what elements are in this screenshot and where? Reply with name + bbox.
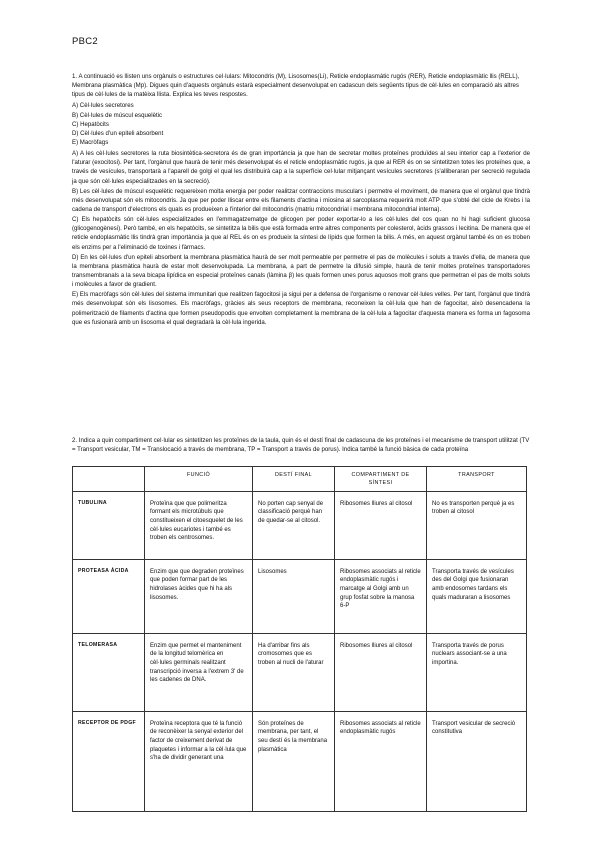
option-item: E) Macròfags	[72, 138, 109, 146]
header-transport: TRANSPORT	[427, 467, 527, 492]
answer-paragraph: E) Els macròfags són cèl·lules del sistema immunitari que realitzen fagocitosi ja sigui per a defensa de l'organisme o renovar cèl·lules velles. Per tant, l'orgànul que tindrà més desenvolupat són els lisosomes. Els macròfags, gràcies als seus receptors de membrana, reconeixen la cèl·lula que han de fagocitar, això desencadena la polimerització de filaments d'actina que formen pseudopodis que envolten completament la membrana de la cèl·lula a fagocitar d'aquesta manera es forma un fagosoma que es fusionarà amb un lisosoma el qual degradarà la cèl·lula ingerida.	[72, 291, 530, 326]
cell-desti: No porten cap senyal de classificació perquè han de quedar-se al citosol.	[253, 491, 335, 559]
question-1	[72, 72, 530, 328]
cell-transport: Transport vesicular de secreció constitutiva	[427, 711, 527, 811]
table-row	[73, 559, 527, 633]
question-1-answers	[72, 149, 530, 327]
cell-funcio: Enzim que que degraden proteïnes que poden formar part de les hidrolases àcides que hi ha als lisosomes.	[145, 559, 253, 633]
row-protein-name: PROTEASA ÀCIDA	[73, 559, 145, 633]
cell-sintesi: Ribosomes lliures al citosol	[335, 633, 427, 711]
question-1-intro: 1. A continuació es llisten uns orgànuls o estructures cel·lulars: Mitocondris (M), Lisosomes(Li), Reticle endoplasmàtic rugós (RER), Reticle endoplasmàtic llis (RELL), Membrana plasmàtica (Mp). Digues quin d'aquests orgànuls estarà especialment desenvolupat en cadascun dels següents tipus de cèl·lules en comparació als altres tipus de cèl·lules de la matèixa llista. Explica les teves respostes.	[72, 73, 520, 99]
header-sintesi: COMPARTIMENT DE SÍNTESI	[335, 467, 427, 492]
cell-transport: No es transporten perquè ja es troben al citosol	[427, 491, 527, 559]
cell-funcio: Proteïna que que polimeritza formant els microtúbuls que constitueixen el citoesquelet de les cèl·lules eucariotes i també es troben els centrosomes.	[145, 491, 253, 559]
answer-paragraph: A) A les cèl·lules secretores la ruta biosintètica-secretora és de gran importància ja que han de secretar moltes proteïnes produïdes al seu interior cap a l'exterior de l'aturar (exocitosi). Per tant, l'orgànul que haurà de tenir més desenvolupat és el reticle endoplasmàtic rugós, ja que al RER és on se sintetitzen totes les proteïnes que, a través de vesícules, transportarà a l'aparell de golgi el qual les distribuirà cap a la superfície cel·lular mitjançant vesícules secretores (s'alliberaran per secreció regulada ja que són cèl·lules especialitzades en la secreció).	[72, 150, 530, 185]
cell-transport: Transporta través de vesícules des del Golgi que fusionaran amb endosomes tardans els quals maduraran a lisosomes	[427, 559, 527, 633]
table-row	[73, 491, 527, 559]
cell-sintesi: Ribosomes associats al reticle endoplasmàtic rugós	[335, 711, 427, 811]
question-2	[72, 436, 530, 454]
question-2-intro: 2. Indica a quin compartiment cel·lular es sintetitzen les proteïnes de la taula, quin és el destí final de cadascuna de les proteïnes i el mecanisme de transport utilitzat (TV = Transport vesicular, TM = Translocació a través de membrana, TP = Transport a través de porus). Indica també la funció bàsica de cada proteïna	[72, 437, 530, 454]
row-protein-name: TELOMERASA	[73, 633, 145, 711]
row-protein-name: RECEPTOR DE PDGF	[73, 711, 145, 811]
answer-paragraph: C) Els hepatòcits són cèl·lules especialitzades en l'emmagatzematge de glicogen per poder exportar-lo a les cèl·lules del cos quan no hi hagi suficient glucosa (glicogenogènesi). Però també, en els hepatòcits, se sintetitza la bilis que està formada entre altres components per colesterol, àcids grassos i lecitina. De manera que el reticle endoplasmàtic llis tindrà gran importància ja que al REL és on es produeix la síntesi de lípids que formen la bilis. A més, en aquest orgànul també és on es troben els enzims per a l'eliminació de toxines i fàrmacs.	[72, 216, 530, 251]
cell-transport: Transporta través de porus nuclears associant-se a una importina.	[427, 633, 527, 711]
cell-desti: Lisosomes	[253, 559, 335, 633]
table-header-row	[73, 467, 527, 492]
table-row	[73, 711, 527, 811]
cell-desti: Ha d'arribar fins als cromosomes que es troben al nucli de l'aturar	[253, 633, 335, 711]
protein-table	[72, 466, 527, 812]
answer-paragraph: D) En les cèl·lules d'un epiteli absorbent la membrana plasmàtica haurà de ser molt permeable per permetre el pas de molècules i soluts a través d'ella, de manera que la membrana plasmàtica haurà de estar molt desenvolupada. La membrana, a part de permetre la difusió simple, haurà de tenir moltes proteïnes transportadores transmembranals a la seva bicapa lipídica en especial proteïnes canals (làmina β) les quals formen unes porus aquosos molt grans que permetran el pas de molts soluts i molècules a favor de gradient.	[72, 253, 530, 289]
option-item: C) Hepatòcits	[72, 120, 109, 128]
question-1-options	[72, 101, 530, 147]
table-row	[73, 633, 527, 711]
option-item: D) Cèl·lules d'un epiteli absorbent	[72, 129, 164, 137]
header-funcio: FUNCIÓ	[145, 467, 253, 492]
cell-sintesi: Ribosomes associats al reticle endoplasmàtic rugós i marcatge al Golgi amb un grup fosfat sobre la manosa 6-P	[335, 559, 427, 633]
option-item: B) Cèl·lules de múscul esquelètic	[72, 111, 163, 119]
cell-funcio: Proteïna receptora que té la funció de reconèixer la senyal exterior del factor de creixement derivat de plaquetes i informar a la cèl·lula que s'ha de dividir generant una	[145, 711, 253, 811]
cell-sintesi: Ribosomes lliures al citosol	[335, 491, 427, 559]
row-protein-name: TUBULINA	[73, 491, 145, 559]
answer-paragraph: B) Les cèl·lules de múscul esquelètic requereixen molta energia per poder realitzar contraccions musculars i permetre el moviment, de manera que el orgànul que tindrà més desenvolupat són els mitocondris. Ja que per poder lliscar entre els filaments d'actina i miosina al sarcoplasma requerirà molt ATP que s'obté del cicle de Krebs i la cadena de transport d'electrons els quals es produeixen a l'interior del mitocondris (matriu mitocondrial i membrana mitocondrial interna).	[72, 187, 530, 213]
option-item: A) Cèl·lules secretores	[72, 102, 134, 110]
header-desti: DESTÍ FINAL	[253, 467, 335, 492]
header-empty	[73, 467, 145, 492]
cell-funcio: Enzim que permet el manteniment de la longitud telomèrica en cèl·lules germinals realitzant transcripció inversa a l'extrem 3' de les cadenes de DNA.	[145, 633, 253, 711]
cell-desti: Són proteïnes de membrana, per tant, el seu destí és la membrana plasmàtica	[253, 711, 335, 811]
document-title: PBC2	[72, 36, 99, 47]
